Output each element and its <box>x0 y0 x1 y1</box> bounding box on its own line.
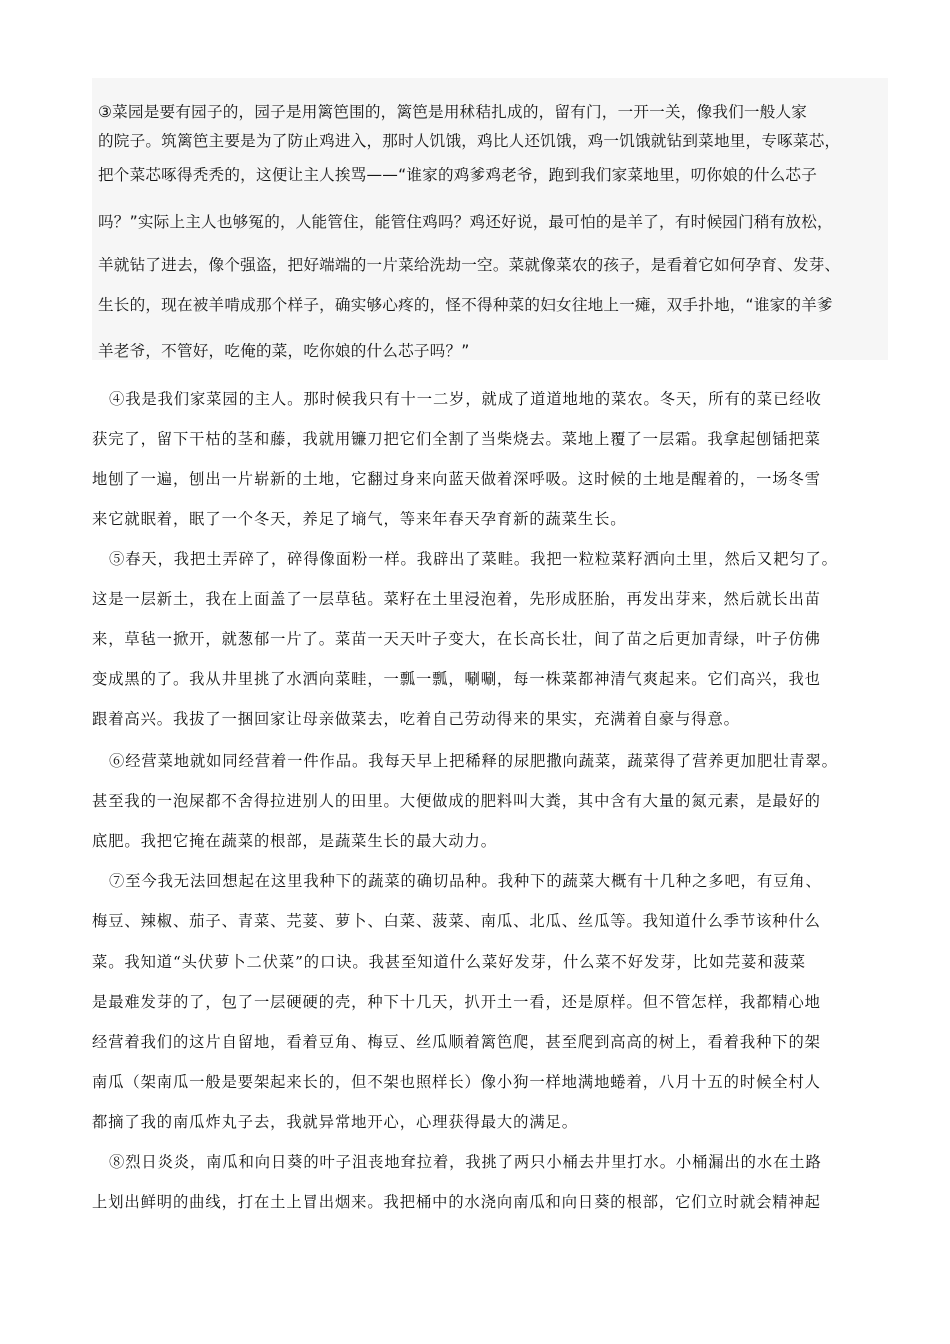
paragraph-7-line: 菜。我知道“头伏萝卜二伏菜”的口诀。我甚至知道什么菜好发芽，什么菜不好发芽，比如芫荽和菠菜 <box>92 953 806 971</box>
scanned-line: 生长的，现在被羊啃成那个样子，确实够心疼的，怪不得种菜的妇女往地上一瘫，双手扑地，“谁家的羊爹 <box>98 296 833 314</box>
paragraph-7-line: 经营着我们的这片自留地，看着豆角、梅豆、丝瓜顺着篱笆爬，甚至爬到高高的树上，看着我种下的架 <box>92 1033 821 1051</box>
paragraph-4-line: ④我是我们家菜园的主人。那时候我只有十一二岁，就成了道道地地的菜农。冬天，所有的菜已经收 <box>109 390 822 408</box>
paragraph-7-line: ⑦至今我无法回想起在这里我种下的蔬菜的确切品种。我种下的蔬菜大概有十几种之多吧，有豆角、 <box>109 872 822 890</box>
paragraph-4-line: 获完了，留下干枯的茎和藤，我就用镰刀把它们全割了当柴烧去。菜地上覆了一层霜。我拿起刨锸把菜 <box>92 430 821 448</box>
paragraph-5-line: 这是一层新土，我在上面盖了一层草毡。菜籽在土里浸泡着，先形成胚胎，再发出芽来，然后就长出苗 <box>92 590 821 608</box>
paragraph-8-line: ⑧烈日炎炎，南瓜和向日葵的叶子沮丧地耷拉着，我挑了两只小桶去井里打水。小桶漏出的水在土路 <box>109 1153 822 1171</box>
paragraph-5-line: 来，草毡一掀开，就葱郁一片了。菜苗一天天叶子变大，在长高长壮，间了苗之后更加青绿，叶子仿佛 <box>92 630 821 648</box>
paragraph-6-line: 底肥。我把它掩在蔬菜的根部，是蔬菜生长的最大动力。 <box>92 832 497 850</box>
paragraph-5-line: ⑤春天，我把土弄碎了，碎得像面粉一样。我辟出了菜畦。我把一粒粒菜籽洒向土里，然后又耙匀了。 <box>109 550 838 568</box>
paragraph-4-line: 地刨了一遍，刨出一片崭新的土地，它翻过身来向蓝天做着深呼吸。这时候的土地是醒着的，一场冬雪 <box>92 470 821 488</box>
paragraph-7-line: 是最难发芽的了，包了一层硬硬的壳，种下十几天，扒开土一看，还是原样。但不管怎样，我都精心地 <box>92 993 821 1011</box>
paragraph-5-line: 跟着高兴。我拔了一捆回家让母亲做菜去，吃着自己劳动得来的果实，充满着自豪与得意。 <box>92 710 740 728</box>
paragraph-8-line: 上划出鲜明的曲线，打在土上冒出烟来。我把桶中的水浇向南瓜和向日葵的根部，它们立时就会精神起 <box>92 1193 821 1211</box>
scanned-line: 羊就钻了进去，像个强盗，把好端端的一片菜给洗劫一空。菜就像菜农的孩子，是看着它如何孕育、发芽、 <box>98 256 841 274</box>
paragraph-5-line: 变成黑的了。我从井里挑了水洒向菜畦，一瓢一瓢，唰唰，每一株菜都神清气爽起来。它们高兴，我也 <box>92 670 821 688</box>
scanned-line: 的院子。筑篱笆主要是为了防止鸡进入，那时人饥饿，鸡比人还饥饿，鸡一饥饿就钻到菜地里，专啄菜芯， <box>98 132 841 150</box>
scanned-line: 吗？”实际上主人也够冤的，人能管住，能管住鸡吗？鸡还好说，最可怕的是羊了，有时候园门稍有放松， <box>98 213 833 231</box>
paragraph-7-line: 都摘了我的南瓜炸丸子去，我就异常地开心，心理获得最大的满足。 <box>92 1113 578 1131</box>
scanned-line: ③菜园是要有园子的，园子是用篱笆围的，篱笆是用秫秸扎成的，留有门，一开一关，像我们一般人家 <box>98 103 808 121</box>
paragraph-4-line: 来它就眠着，眠了一个冬天，养足了墒气，等来年春天孕育新的蔬菜生长。 <box>92 510 627 528</box>
scanned-line: 把个菜芯啄得秃秃的，这便让主人挨骂——“谁家的鸡爹鸡老爷，跑到我们家菜地里，叨你娘的什么芯子 <box>98 166 817 184</box>
scanned-line: 羊老爷，不管好，吃俺的菜，吃你娘的什么芯子吗？” <box>98 342 470 360</box>
paragraph-7-line: 梅豆、辣椒、茄子、青菜、芫荽、萝卜、白菜、菠菜、南瓜、北瓜、丝瓜等。我知道什么季节该种什么 <box>92 912 821 930</box>
paragraph-6-line: ⑥经营菜地就如同经营着一件作品。我每天早上把稀释的尿肥撒向蔬菜，蔬菜得了营养更加肥壮青翠。 <box>109 752 838 770</box>
paragraph-7-line: 南瓜（架南瓜一般是要架起来长的，但不架也照样长）像小狗一样地满地蜷着，八月十五的时候全村人 <box>92 1073 821 1091</box>
paragraph-6-line: 甚至我的一泡屎都不舍得拉进别人的田里。大便做成的肥料叫大粪，其中含有大量的氮元素，是最好的 <box>92 792 821 810</box>
